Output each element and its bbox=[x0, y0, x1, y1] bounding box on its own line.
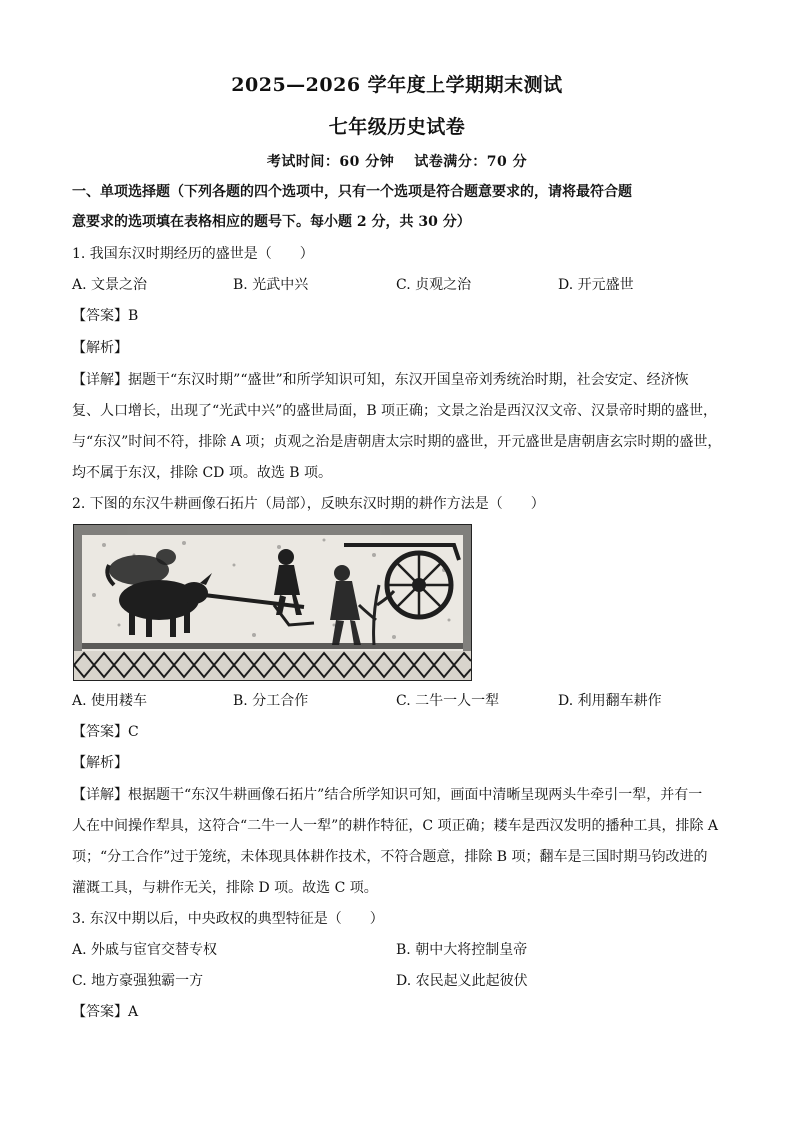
q2-analysis-label: 【解析】 bbox=[72, 755, 128, 771]
q2-option-d: D. 利用翻车耕作 bbox=[558, 693, 662, 709]
exam-subtitle: 七年级历史试卷 bbox=[328, 116, 466, 138]
q1-detail-line: 复、人口增长，出现了“光武中兴”的盛世局面，B 项正确；文景之治是西汉汉文帝、汉景帝时期的盛世， bbox=[72, 403, 718, 419]
q1-option-b: B. 光武中兴 bbox=[233, 277, 309, 293]
exam-time: 考试时间：60 分钟 bbox=[266, 154, 395, 170]
exam-score: 试卷满分：70 分 bbox=[414, 154, 528, 170]
q2-detail-line: 人在中间操作犁具，这符合“二牛一人一犁”的耕作特征，C 项正确；耧车是西汉发明的播种工具，排除 A bbox=[72, 818, 719, 834]
section-heading: 一、单项选择题（下列各题的四个选项中，只有一个选项是符合题意要求的，请将最符合题 bbox=[72, 184, 632, 200]
q2-option-b: B. 分工合作 bbox=[233, 693, 309, 709]
exam-info bbox=[0, 151, 794, 171]
q2-detail-line: 【详解】根据题干“东汉牛耕画像石拓片”结合所学知识可知，画面中清晰呈现两头牛牵引一犁，并有一 bbox=[72, 787, 703, 803]
exam-title: 2025—2026 学年度上学期期末测试 bbox=[231, 74, 563, 96]
q2-answer: 【答案】C bbox=[72, 724, 139, 740]
q1-analysis-label: 【解析】 bbox=[72, 340, 128, 356]
q3-option-d: D. 农民起义此起彼伏 bbox=[396, 973, 528, 989]
q2-detail-line: 项；“分工合作”过于笼统，未体现具体耕作技术，不符合题意，排除 B 项；翻车是三国时期马钧改进的 bbox=[72, 849, 708, 865]
question-1-stem: 1. 我国东汉时期经历的盛世是（ ） bbox=[72, 246, 314, 262]
question-3-stem: 3. 东汉中期以后，中央政权的典型特征是（ ） bbox=[72, 911, 384, 927]
q2-option-a: A. 使用耧车 bbox=[72, 693, 148, 709]
q1-option-d: D. 开元盛世 bbox=[558, 277, 634, 293]
q3-option-b: B. 朝中大将控制皇帝 bbox=[396, 942, 528, 958]
q3-option-a: A. 外戚与宦官交替专权 bbox=[72, 942, 218, 958]
q1-detail-line: 均不属于东汉，排除 CD 项。故选 B 项。 bbox=[72, 465, 333, 481]
question-2-stem: 2. 下图的东汉牛耕画像石拓片（局部），反映东汉时期的耕作方法是（ ） bbox=[72, 496, 545, 512]
q2-detail-line: 灌溉工具，与耕作无关，排除 D 项。故选 C 项。 bbox=[72, 880, 378, 896]
q3-answer: 【答案】A bbox=[72, 1004, 139, 1020]
q1-option-c: C. 贞观之治 bbox=[396, 277, 472, 293]
section-heading-cont: 意要求的选项填在表格相应的题号下。每小题 2 分，共 30 分） bbox=[72, 214, 471, 230]
q3-option-c: C. 地方豪强独霸一方 bbox=[72, 973, 204, 989]
q2-option-c: C. 二牛一人一犁 bbox=[396, 693, 500, 709]
q1-option-a: A. 文景之治 bbox=[72, 277, 148, 293]
q1-detail-line: 与“东汉”时间不符，排除 A 项；贞观之治是唐朝唐太宗时期的盛世，开元盛世是唐朝唐玄宗时期的盛世， bbox=[72, 434, 722, 450]
q1-answer: 【答案】B bbox=[72, 308, 139, 324]
q1-detail-line: 【详解】据题干“东汉时期”“盛世”和所学知识可知，东汉开国皇帝刘秀统治时期，社会安定、经济恢 bbox=[72, 372, 689, 388]
stone-rubbing-image bbox=[73, 524, 472, 681]
ox-plowing-rubbing-illustration bbox=[74, 525, 471, 680]
